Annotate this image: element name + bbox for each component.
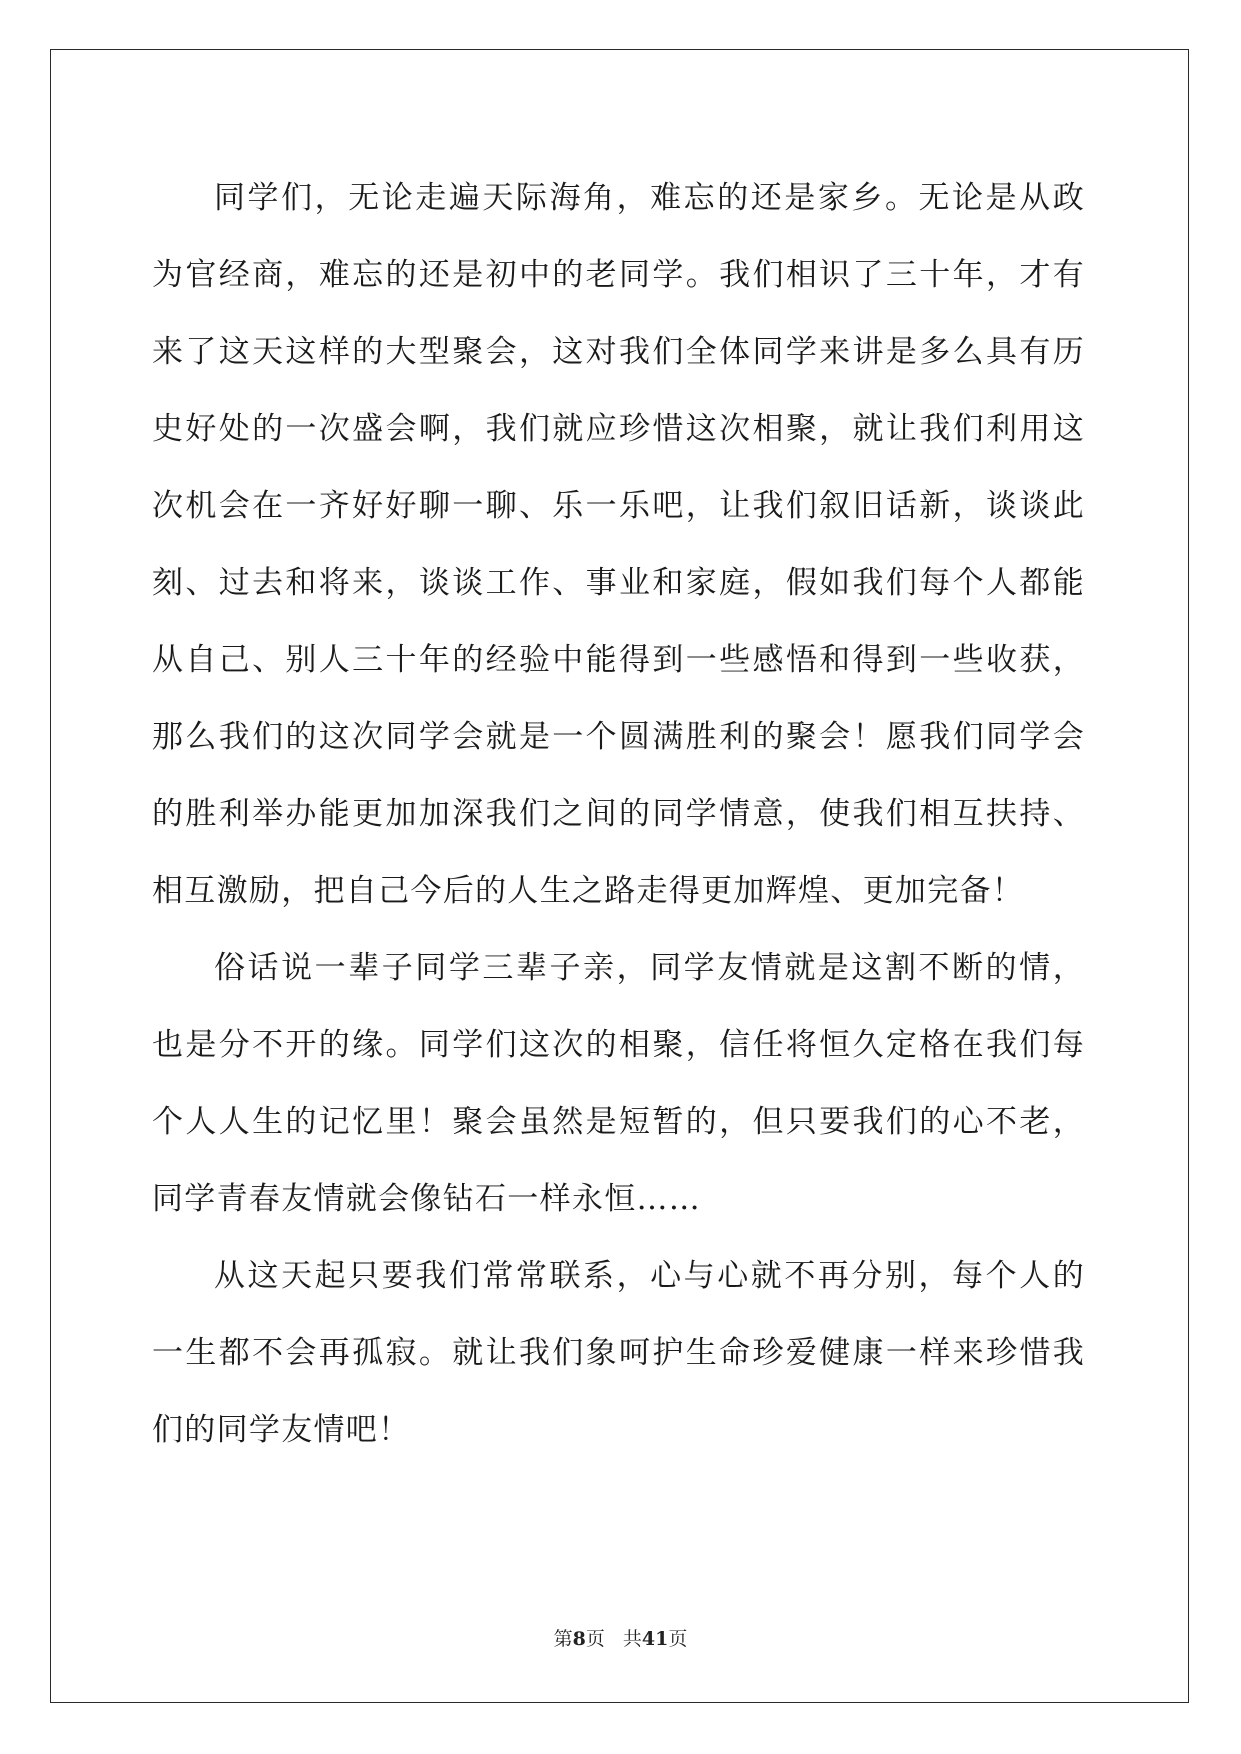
page-number: 8 [572,1628,586,1650]
paragraph-2: 俗话说一辈子同学三辈子亲，同学友情就是这割不断的情，也是分不开的缘。同学们这次的相聚，信任将恒久定格在我们每个人人生的记忆里！聚会虽然是短暂的，但只要我们的心不老，同学青春友情就会像钻石一样永恒…… [152,950,1085,1217]
total-prefix: 共 [622,1628,642,1650]
paragraph-1: 同学们，无论走遍天际海角，难忘的还是家乡。无论是从政为官经商，难忘的还是初中的老同学。我们相识了三十年，才有来了这天这样的大型聚会，这对我们全体同学来讲是多么具有历史好处的一次盛会啊，我们就应珍惜这次相聚，就让我们利用这次机会在一齐好好聊一聊、乐一乐吧，让我们叙旧话新，谈谈此刻、过去和将来，谈谈工作、事业和家庭，假如我们每个人都能从自己、别人三十年的经验中能得到一些感悟和得到一些收获，那么我们的这次同学会就是一个圆满胜利的聚会！愿我们同学会的胜利举办能更加加深我们之间的同学情意，使我们相互扶持、相互激励，把自己今后的人生之路走得更加辉煌、更加完备！ [152,180,1085,909]
page-prefix: 第 [553,1628,573,1650]
page-suffix: 页 [585,1628,605,1650]
paragraph-3: 从这天起只要我们常常联系，心与心就不再分别，每个人的一生都不会再孤寂。就让我们象呵护生命珍爱健康一样来珍惜我们的同学友情吧！ [152,1258,1085,1448]
total-pages: 41 [641,1628,669,1650]
page-footer [0,1627,1241,1651]
total-suffix: 页 [668,1628,688,1650]
document-body [152,160,1085,1469]
